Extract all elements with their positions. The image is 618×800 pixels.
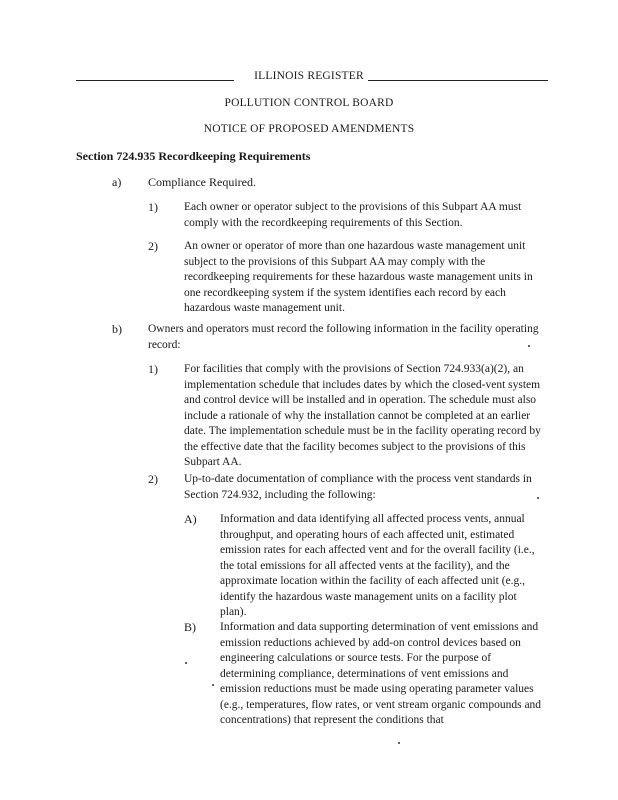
item-b1-text: For facilities that comply with the provisions of Section 724.933(a)(2), an implementation schedule that includes dates by which the closed-vent system and control device will be installed and in operation. The schedule must also include a rationale of why the installation cannot be completed at an earlier date. The implementation schedule must be in the facility operating record by the effective date that the facility becomes subject to the provisions of this Subpart AA. — [184, 363, 541, 468]
item-a2-label: 2) — [148, 239, 158, 253]
board-title: POLLUTION CONTROL BOARD — [224, 97, 394, 109]
item-a1-text: Each owner or operator subject to the provisions of this Subpart AA must comply with the recordkeeping requirements of this Section. — [184, 201, 522, 229]
item-b2b-label: B) — [184, 620, 196, 634]
scan-speck — [185, 662, 187, 664]
item-b2b-text: Information and data supporting determination of vent emissions and emission reductions achieved by add-on control devices based on engineering calculations or source tests. For the purpose of determining compliance, determinations of vent emissions and emission reductions must be made using operating parameter values (e.g., temperatures, flow rates, or vent stream organic compounds and concentrations) that represent the conditions that — [220, 621, 542, 726]
item-b-text: Owners and operators must record the following information in the facility operating record: — [148, 323, 539, 351]
item-b2a-text: Information and data identifying all affected process vents, annual throughput, and operating hours of each affected unit, estimated emission rates for each affected vent and for the overall facility (i.e., the total emissions for all affected vents at the facility), and the approximate location within the facility of each affected unit (e.g., identify the hazardous waste management units on a facility plot plan). — [220, 513, 535, 618]
section-heading: Section 724.935 Recordkeeping Requirements — [76, 149, 311, 163]
item-a1-label: 1) — [148, 200, 158, 214]
item-a-text: Compliance Required. — [148, 175, 256, 189]
header-rule-right — [368, 80, 548, 81]
notice-title: NOTICE OF PROPOSED AMENDMENTS — [203, 123, 415, 135]
item-b1-label: 1) — [148, 362, 158, 376]
register-title: ILLINOIS REGISTER — [254, 70, 364, 82]
scan-speck — [537, 497, 539, 499]
item-b-label: b) — [112, 322, 122, 336]
item-a-label: a) — [112, 175, 122, 189]
item-a2-text: An owner or operator of more than one hazardous waste management unit subject to the provisions of this Subpart AA may comply with the recordkeeping requirements for these hazardous waste management units in one recordkeeping system if the system identifies each record by each hazardous waste management unit. — [184, 240, 533, 314]
item-b2a-label: A) — [184, 512, 197, 526]
item-b2-label: 2) — [148, 472, 158, 486]
scan-speck — [212, 684, 214, 686]
item-b2-text: Up-to-date documentation of compliance with the process vent standards in Section 724.932, including the following: — [184, 473, 532, 501]
scan-speck — [528, 345, 530, 347]
scan-speck — [398, 742, 400, 744]
